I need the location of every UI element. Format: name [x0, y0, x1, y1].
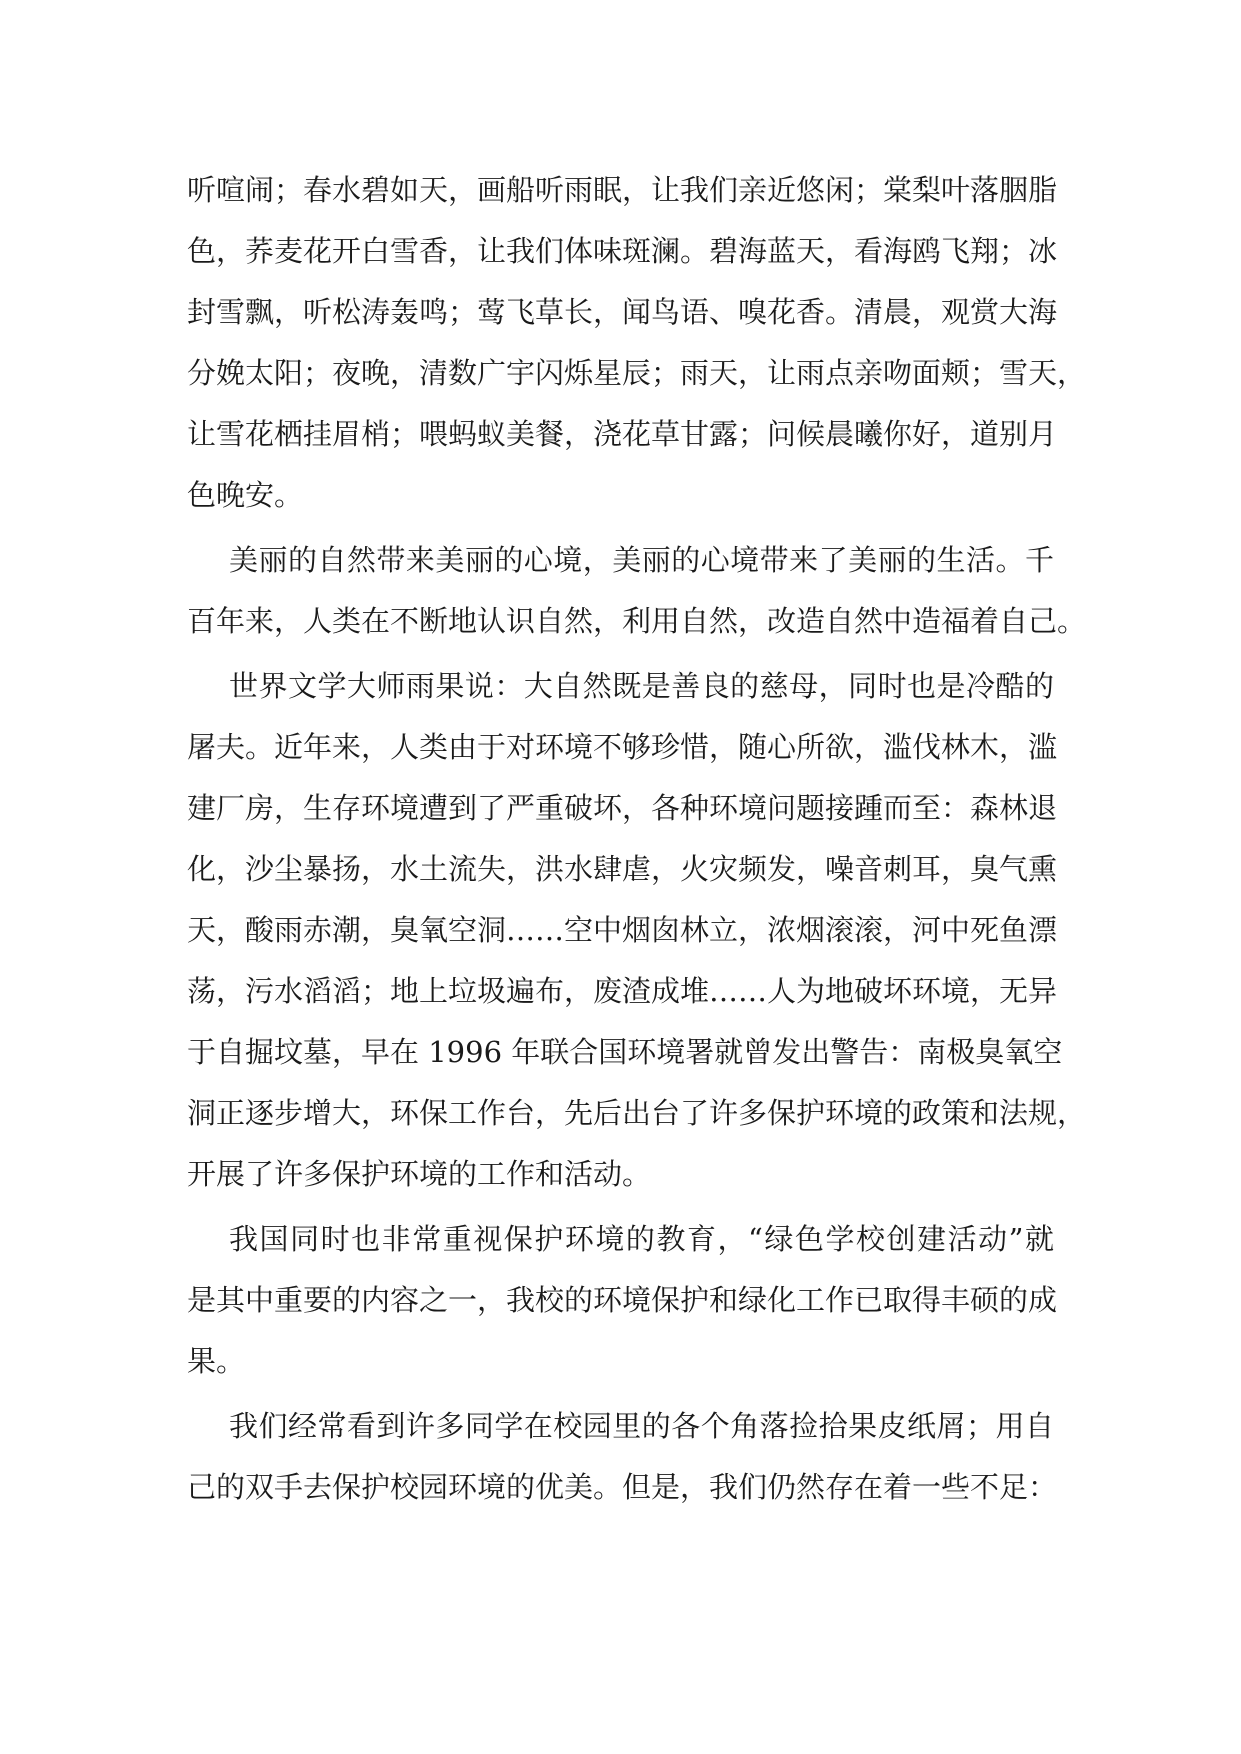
text-line: 色，荞麦花开白雪香，让我们体味斑澜。碧海蓝天，看海鸥飞翔；冰	[187, 234, 1058, 268]
text-line: 荡，污水滔滔；地上垃圾遍布，废渣成堆……人为地破坏环境，无异	[187, 974, 1058, 1008]
text-line: 天，酸雨赤潮，臭氧空洞……空中烟囱林立，浓烟滚滚，河中死鱼漂	[187, 913, 1058, 947]
text-line: 建厂房，生存环境遭到了严重破坏，各种环境问题接踵而至：森林退	[187, 791, 1058, 825]
text-line: 听喧闹；春水碧如天，画船听雨眠，让我们亲近悠闲；棠梨叶落胭脂	[187, 173, 1058, 207]
text-line: 己的双手去保护校园环境的优美。但是，我们仍然存在着一些不足：	[187, 1470, 1058, 1504]
text-line: 屠夫。近年来，人类由于对环境不够珍惜，随心所欲，滥伐林木，滥	[187, 730, 1058, 764]
text-line: 是其中重要的内容之一，我校的环境保护和绿化工作已取得丰硕的成	[187, 1283, 1058, 1317]
text-line: 世界文学大师雨果说：大自然既是善良的慈母，同时也是冷酷的	[229, 669, 1054, 703]
paragraph-1	[187, 160, 1087, 526]
text-line: 洞正逐步增大，环保工作台，先后出台了许多保护环境的政策和法规，	[187, 1096, 1087, 1130]
text-line: 封雪飘，听松涛轰鸣；莺飞草长，闻鸟语、嗅花香。清晨，观赏大海	[187, 295, 1058, 329]
document-body	[187, 160, 1087, 1522]
text-line: 百年来，人类在不断地认识自然，利用自然，改造自然中造福着自己。	[187, 604, 1087, 638]
text-line: 化，沙尘暴扬，水土流失，洪水肆虐，火灾频发，噪音刺耳，臭气熏	[187, 852, 1058, 886]
paragraph-3	[187, 656, 1087, 1205]
text-line: 色晚安。	[187, 478, 304, 512]
text-line: 美丽的自然带来美丽的心境，美丽的心境带来了美丽的生活。千	[229, 543, 1054, 577]
text-line: 分娩太阳；夜晚，清数广宇闪烁星辰；雨天，让雨点亲吻面颊；雪天，	[187, 356, 1087, 390]
paragraph-5	[187, 1396, 1058, 1518]
text-line: 开展了许多保护环境的工作和活动。	[187, 1157, 652, 1191]
text-line: 我国同时也非常重视保护环境的教育，“绿色学校创建活动”就	[229, 1222, 1054, 1256]
text-line: 让雪花栖挂眉梢；喂蚂蚁美餐，浇花草甘露；问候晨曦你好，道别月	[187, 417, 1058, 451]
paragraph-2	[187, 530, 1087, 652]
text-line: 我们经常看到许多同学在校园里的各个角落捡拾果皮纸屑；用自	[229, 1409, 1054, 1443]
text-line: 于自掘坟墓，早在 1996 年联合国环境署就曾发出警告：南极臭氧空	[187, 1035, 1063, 1069]
text-line: 果。	[187, 1344, 246, 1378]
paragraph-4	[187, 1209, 1058, 1392]
